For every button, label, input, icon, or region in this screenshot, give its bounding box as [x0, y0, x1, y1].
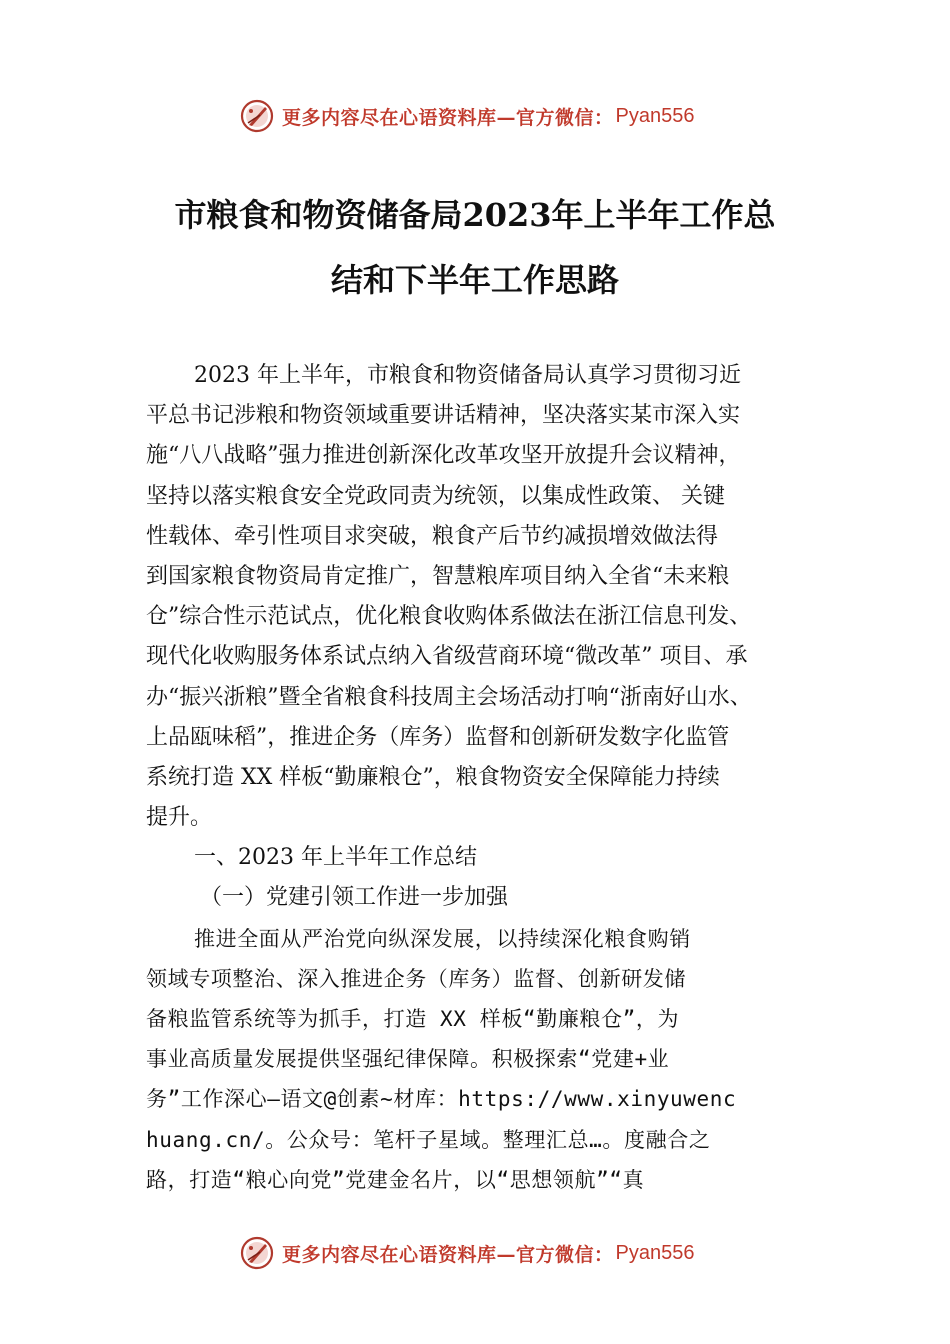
body-line: 现代化收购服务体系试点纳入省级营商环境“微改革” 项目、承 — [146, 644, 748, 670]
body-line: 务”工作深心—语文@创素~材库：https://www.xinyuwenc — [146, 1087, 737, 1112]
body-line: 备粮监管系统等为抓手，打造 XX 样板“勤廉粮仓”，为 — [146, 1007, 680, 1031]
section-heading: 一、2023 年上半年工作总结 — [194, 845, 477, 871]
body-line: 领域专项整治、深入推进企务（库务）监督、创新研发储 — [146, 966, 686, 991]
body-line: 推进全面从严治党向纵深发展，以持续深化粮食购销 — [194, 926, 691, 951]
subsection-heading: （一）党建引领工作进一步加强 — [200, 885, 509, 911]
quill-seal-logo-icon — [240, 1236, 274, 1270]
banner-wechat-id: Pyan556 — [615, 1241, 695, 1264]
body-line: 上品瓯味稻”，推进企务（库务）监督和创新研发数字化监管 — [146, 724, 730, 750]
body-line: 平总书记涉粮和物资领域重要讲话精神，坚决落实某市深入实 — [146, 403, 741, 429]
body-line: 2023 年上半年，市粮食和物资储备局认真学习贯彻习近 — [194, 363, 741, 388]
body-line: huang.cn/。公众号：笔杆子星域。整理汇总…。度融合之 — [146, 1127, 711, 1152]
banner-wechat-id: Pyan556 — [615, 104, 695, 127]
body-line: 仓”综合性示范试点，优化粮食收购体系做法在浙江信息刊发、 — [146, 604, 752, 630]
banner-text: 更多内容尽在心语资料库—官方微信： — [282, 106, 614, 129]
body-line: 坚持以落实粮食安全党政同责为统领，以集成性政策、 关键 — [146, 483, 725, 509]
banner-text: 更多内容尽在心语资料库—官方微信： — [282, 1243, 614, 1266]
body-line: 路，打造“粮心向党”党建金名片，以“思想领航”“真 — [146, 1167, 645, 1192]
body-line: 施“八八战略”强力推进创新深化改革攻坚开放提升会议精神， — [146, 443, 741, 469]
page-title-line-1: 市粮食和物资储备局2023年上半年工作总 — [174, 196, 776, 234]
page-title-line-2: 结和下半年工作思路 — [330, 261, 619, 299]
footer-banner — [240, 1233, 694, 1273]
body-line: 事业高质量发展提供坚强纪律保障。积极探索“党建+业 — [146, 1047, 670, 1072]
quill-seal-logo-icon — [240, 99, 274, 133]
header-banner — [240, 96, 694, 136]
body-line: 到国家粮食物资局肯定推广，智慧粮库项目纳入全省“未来粮 — [146, 563, 730, 589]
body-text — [146, 356, 836, 1200]
body-line: 办“振兴浙粮”暨全省粮食科技周主会场活动打响“浙南好山水、 — [146, 684, 752, 710]
body-line: 性载体、牵引性项目求突破，粮食产后节约减损增效做法得 — [146, 523, 719, 549]
body-line: 提升。 — [146, 805, 213, 831]
body-line: 系统打造 XX 样板“勤廉粮仓”，粮食物资安全保障能力持续 — [146, 764, 720, 790]
